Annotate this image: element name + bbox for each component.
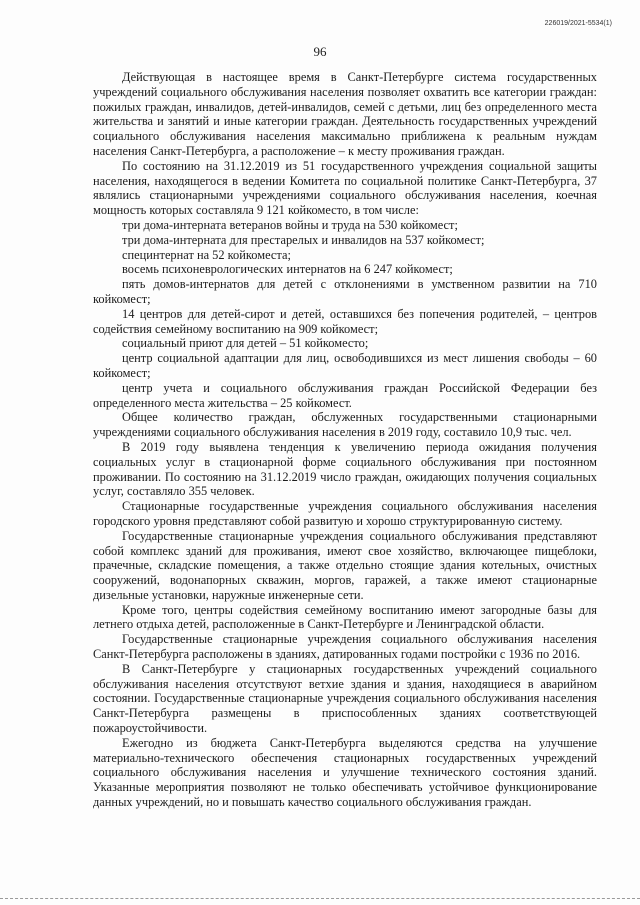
- list-item: три дома-интерната ветеранов войны и труда на 530 койкомест;: [122, 217, 458, 232]
- paragraph: В Санкт-Петербурге у стационарных государственных учреждений социального обслуживания населения отсутствуют ветхие здания и здания, находящиеся в аварийном состоянии. Государственные стационарные учреждения социального обслуживания населения Санкт-Петербурга размещены в приспособленных зданиях соответствующей пожароустойчивости.: [93, 661, 597, 736]
- document-body: [93, 70, 597, 810]
- page-number: 96: [313, 44, 327, 59]
- paragraph: Стационарные государственные учреждения социального обслуживания населения городского уровня представляют собой развитую и хорошо структурированную систему.: [93, 499, 597, 528]
- list-item: пять домов-интернатов для детей с отклонениями в умственном развитии на 710 койкомест;: [93, 277, 597, 306]
- paragraph: В 2019 году выявлена тенденция к увеличению периода ожидания получения социальных услуг в стационарной форме социального обслуживания при постоянном проживании. По состоянию на 31.12.2019 число граждан, ожидающих получения социальных услуг, составляло 355 человек.: [93, 439, 597, 499]
- list-item: центр социальной адаптации для лиц, освободившихся из мест лишения свободы – 60 койкомест;: [93, 351, 597, 380]
- list-item: центр учета и социального обслуживания граждан Российской Федерации без определенного места жительства – 25 койкомест.: [93, 380, 597, 410]
- list-item: социальный приют для детей – 51 койкоместо;: [122, 336, 369, 351]
- document-id: 226019/2021-5534(1): [544, 20, 612, 27]
- paragraph: Ежегодно из бюджета Санкт-Петербурга выделяются средства на улучшение материально-технического обеспечения стационарных государственных учреждений социального обслуживания населения и улучшение технического состояния зданий. Указанные мероприятия позволяют не только обеспечивать устойчивое функционирование данных учреждений, но и повышать качество социального обслуживания граждан.: [93, 735, 597, 810]
- paragraph: Действующая в настоящее время в Санкт-Петербурге система государственных учреждений социального обслуживания населения позволяет охватить все категории граждан: пожилых граждан, инвалидов, детей-инвалидов, семей с детьми, лиц без определенного места жительства и занятий и иные категории граждан. Деятельность государственных учреждений социального обслуживания населения максимально приближена к реальным нуждам населения Санкт-Петербурга, а расположение – к месту проживания граждан.: [93, 70, 597, 158]
- page-bottom-divider: [0, 898, 640, 899]
- paragraph: Кроме того, центры содействия семейному воспитанию имеют загородные базы для летнего отдыха детей, расположенные в Санкт-Петербурге и Ленинградской области.: [93, 602, 597, 632]
- paragraph: Государственные стационарные учреждения социального обслуживания представляют собой комплекс зданий для проживания, имеют свое хозяйство, включающее пищеблоки, прачечные, складские помещения, а также отдельно стоящие здания котельных, очистных сооружений, водонапорных скважин, моргов, гаражей, а также имеют стационарные дизельные установки, наружные инженерные сети.: [93, 528, 597, 602]
- list-item: три дома-интерната для престарелых и инвалидов на 537 койкомест;: [122, 232, 485, 247]
- list-item: специнтернат на 52 койкоместа;: [122, 247, 291, 262]
- list-item: 14 центров для детей-сирот и детей, оставшихся без попечения родителей, – центров содействия семейному воспитанию на 909 койкомест;: [93, 306, 597, 336]
- list-item: восемь психоневрологических интернатов на 6 247 койкомест;: [122, 262, 453, 277]
- paragraph: Общее количество граждан, обслуженных государственными стационарными учреждениями социального обслуживания населения в 2019 году, составило 10,9 тыс. чел.: [93, 410, 597, 440]
- paragraph: Государственные стационарные учреждения социального обслуживания населения Санкт-Петербурга расположены в зданиях, датированных годами постройки с 1936 по 2016.: [93, 632, 597, 662]
- paragraph: По состоянию на 31.12.2019 из 51 государственного учреждения социальной защиты населения, находящегося в ведении Комитета по социальной политике Санкт-Петербурга, 37 являлись стационарными учреждениями социального обслуживания населения, коечная мощность которых составляла 9 121 койкоместо, в том числе:: [93, 158, 597, 218]
